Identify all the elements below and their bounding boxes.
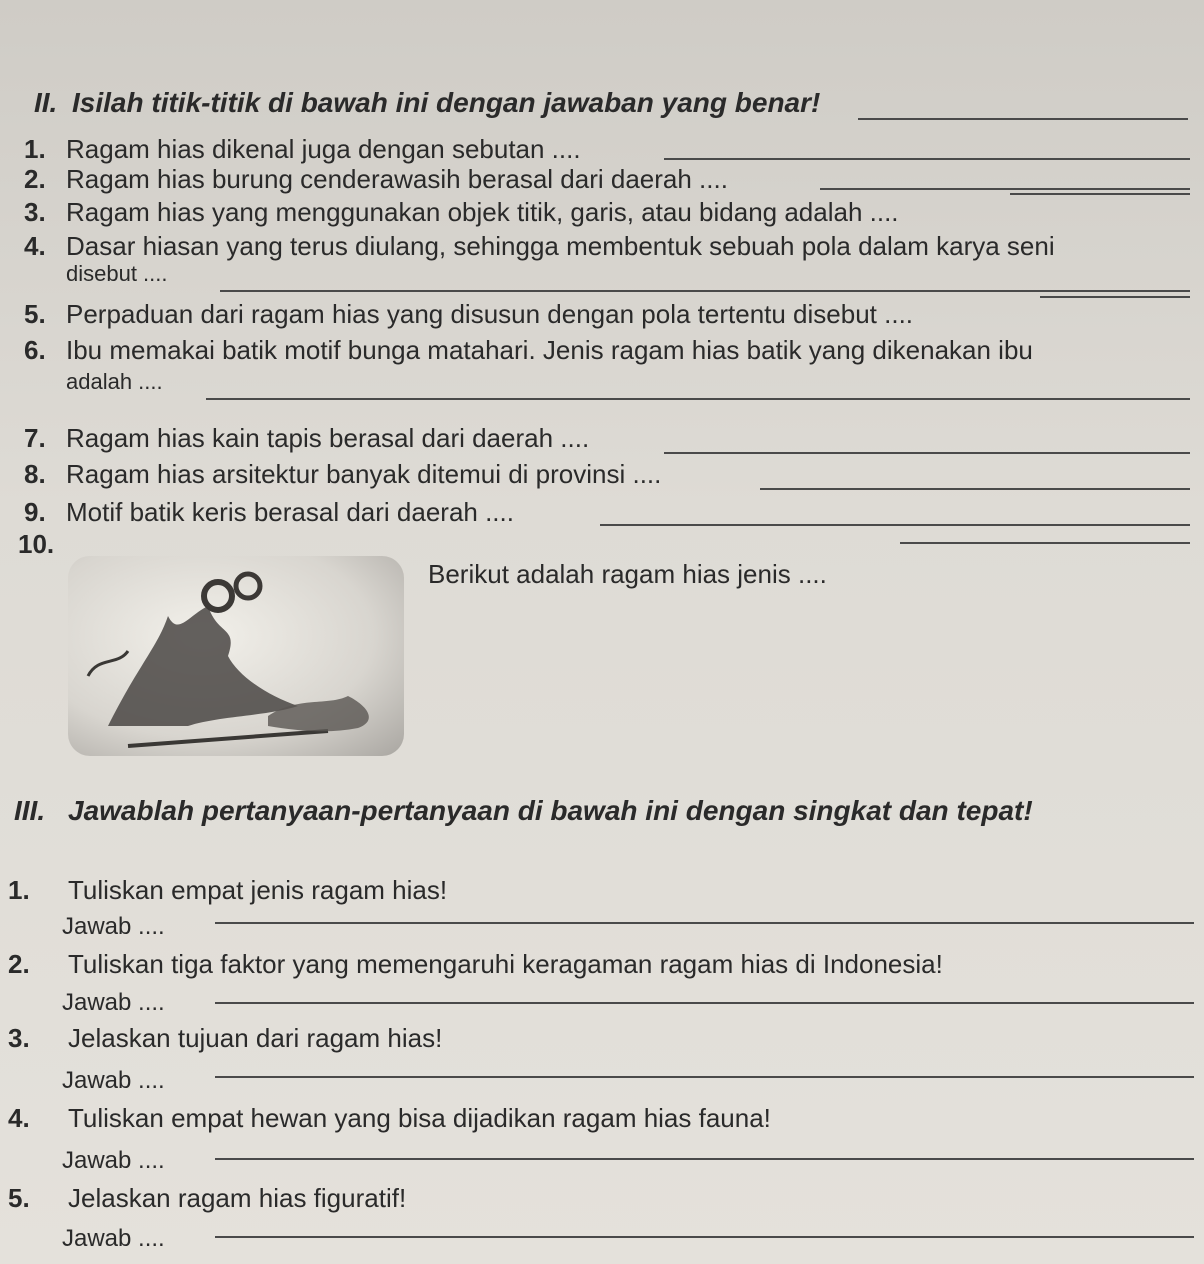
fill-item-4: Dasar hiasan yang terus diulang, sehingga membentuk sebuah pola dalam karya seni [66,231,1055,261]
answer-label: Jawab .... [62,1225,165,1252]
answer-line-7[interactable] [664,452,1190,454]
fill-item-6-cont: adalah .... [66,369,163,394]
answer-line-8[interactable] [760,488,1190,490]
item-number: 1. [24,134,46,164]
item-number: 1. [8,875,30,905]
item-number: 2. [24,164,46,194]
answer-line-10[interactable] [900,542,1190,544]
fill-item-3: Ragam hias yang menggunakan objek titik, garis, atau bidang adalah .... [66,197,899,227]
section-2-number: II. [34,87,58,118]
item-number: 6. [24,335,46,365]
section-2-heading: Isilah titik-titik di bawah ini dengan jawaban yang benar! [72,87,821,118]
answer-label: Jawab .... [62,1147,165,1174]
answer-line-1[interactable] [664,158,1190,160]
answer-line-2[interactable] [820,188,1190,190]
item-number: 4. [8,1103,30,1133]
answer-line-q2[interactable] [215,1002,1194,1004]
question-5: Jelaskan ragam hias figuratif! [68,1183,407,1213]
question-2: Tuliskan tiga faktor yang memengaruhi keragaman ragam hias di Indonesia! [68,949,943,979]
fill-item-8: Ragam hias arsitektur banyak ditemui di provinsi .... [66,459,662,489]
item-number: 7. [24,423,46,453]
wayang-puppet-illustration [68,556,404,756]
answer-line-q3[interactable] [215,1076,1194,1078]
fill-item-9: Motif batik keris berasal dari daerah .... [66,497,514,527]
fill-item-10: Berikut adalah ragam hias jenis .... [428,559,827,589]
answer-label: Jawab .... [62,913,165,940]
item-number: 4. [24,231,46,261]
item-number: 8. [24,459,46,489]
answer-label: Jawab .... [62,989,165,1016]
item-number: 3. [8,1023,30,1053]
fill-item-5: Perpaduan dari ragam hias yang disusun dengan pola tertentu disebut .... [66,299,914,329]
fill-item-4-cont: disebut .... [66,261,168,286]
item-number: 9. [24,497,46,527]
question-4: Tuliskan empat hewan yang bisa dijadikan ragam hias fauna! [68,1103,771,1133]
item-number: 5. [8,1183,30,1213]
section-3-number: III. [14,795,46,826]
question-3: Jelaskan tujuan dari ragam hias! [68,1023,443,1053]
fill-item-2: Ragam hias burung cenderawasih berasal dari daerah .... [66,164,728,194]
section-3-heading: Jawablah pertanyaan-pertanyaan di bawah ini dengan singkat dan tepat! [68,795,1033,826]
fill-item-6: Ibu memakai batik motif bunga matahari. Jenis ragam hias batik yang dikenakan ibu [66,335,1033,365]
item-number: 2. [8,949,30,979]
wayang-image [68,556,404,756]
answer-line-q1[interactable] [215,922,1194,924]
answer-line-3[interactable] [1010,193,1190,195]
answer-line-q5[interactable] [215,1236,1194,1238]
item-number: 5. [24,299,46,329]
answer-line-9[interactable] [600,524,1190,526]
answer-line-q4[interactable] [215,1158,1194,1160]
answer-line-5[interactable] [1040,296,1190,298]
question-1: Tuliskan empat jenis ragam hias! [68,875,448,905]
item-number: 10. [18,529,55,559]
answer-label: Jawab .... [62,1067,165,1094]
fill-item-1: Ragam hias dikenal juga dengan sebutan .... [66,134,581,164]
answer-line-6[interactable] [206,398,1190,400]
answer-line [858,118,1188,120]
answer-line-4[interactable] [220,290,1190,292]
fill-item-7: Ragam hias kain tapis berasal dari daerah .... [66,423,590,453]
item-number: 3. [24,197,46,227]
